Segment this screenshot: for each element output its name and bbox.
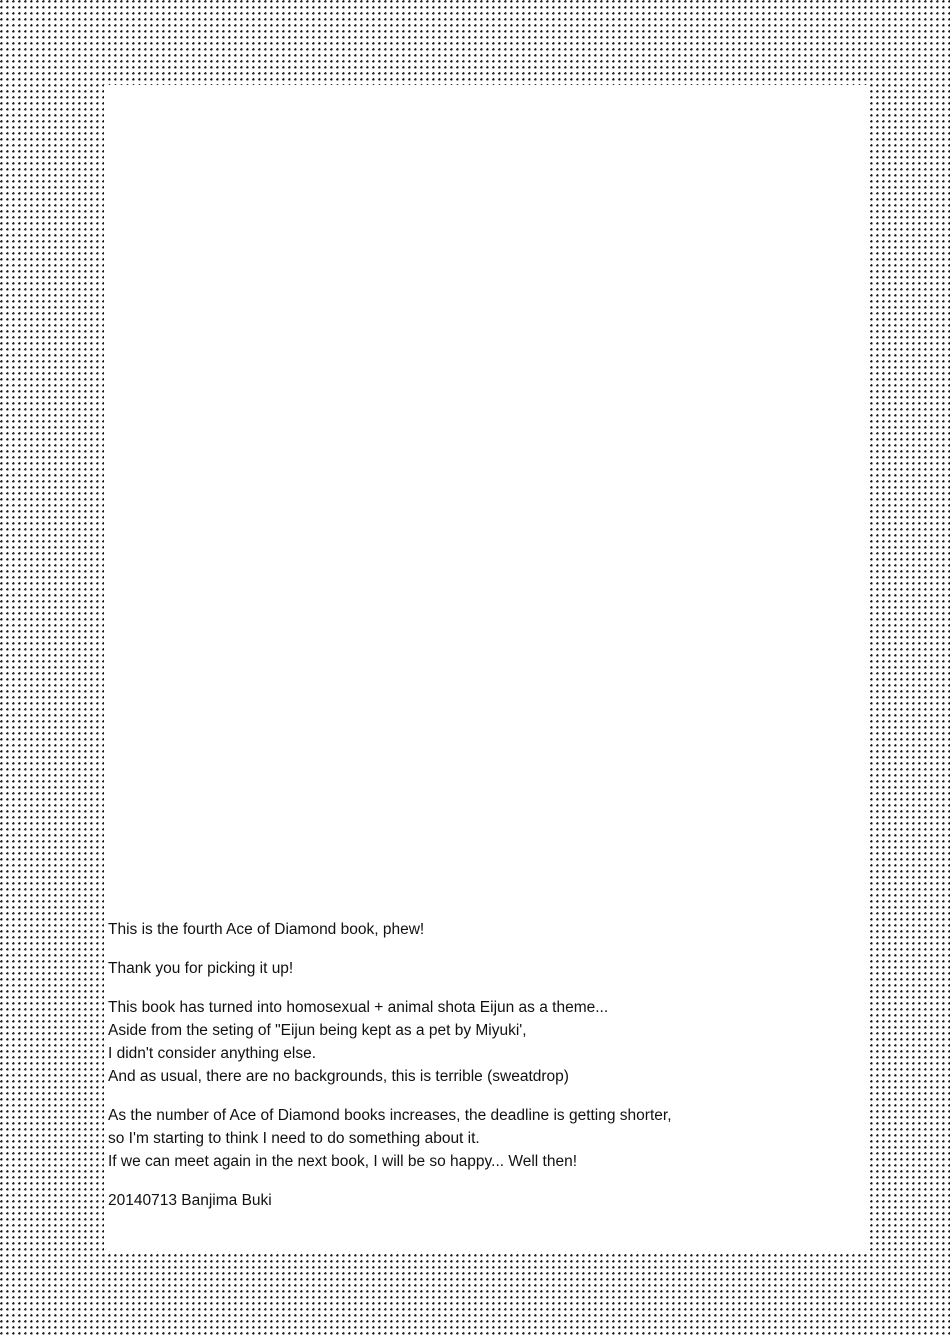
afterword-line: As the number of Ace of Diamond books increases, the deadline is getting shorter, [108, 1107, 672, 1124]
afterword-paragraph [108, 996, 848, 1088]
afterword-line: This book has turned into homosexual + animal shota Eijun as a theme... [108, 999, 609, 1016]
afterword-signature [108, 1189, 848, 1212]
afterword-line: Thank you for picking it up! [108, 960, 294, 977]
afterword-line: And as usual, there are no backgrounds, this is terrible (sweatdrop) [108, 1068, 569, 1085]
afterword-paragraph [108, 918, 848, 941]
afterword-text-block [108, 918, 848, 1212]
afterword-line: I didn't consider anything else. [108, 1045, 317, 1062]
afterword-line: Aside from the seting of "Eijun being kept as a pet by Miyuki', [108, 1022, 527, 1039]
afterword-paragraph [108, 1104, 848, 1173]
afterword-paragraph [108, 957, 848, 980]
afterword-line: 20140713 Banjima Buki [108, 1192, 272, 1209]
afterword-line: This is the fourth Ace of Diamond book, phew! [108, 921, 425, 938]
afterword-line: so I'm starting to think I need to do something about it. [108, 1130, 480, 1147]
afterword-line: If we can meet again in the next book, I will be so happy... Well then! [108, 1153, 577, 1170]
